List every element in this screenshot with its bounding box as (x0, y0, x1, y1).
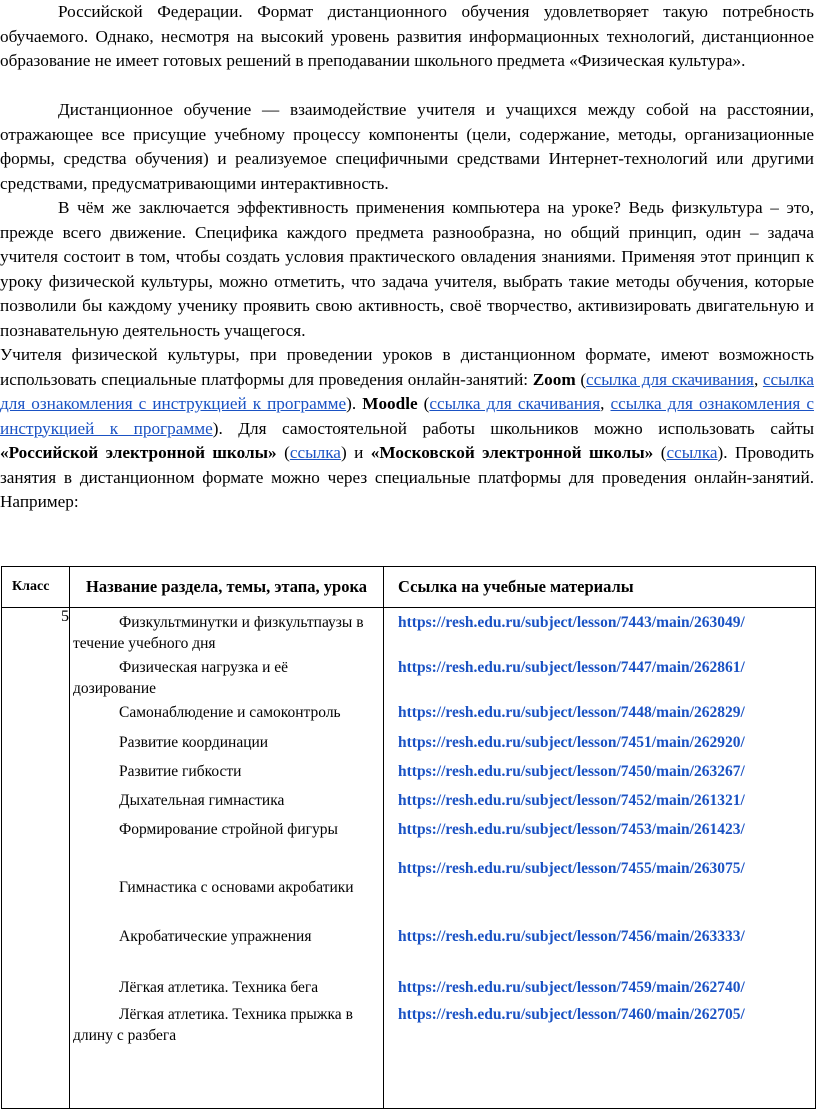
table-row-topic: Развитие гибкости (119, 763, 242, 780)
zoom-download-link[interactable]: ссылка для скачивания (586, 369, 754, 389)
zoom-label: Zoom (532, 369, 576, 389)
lessons-table (1, 566, 816, 1109)
mesh-link[interactable]: ссылка (666, 443, 718, 462)
p4-intro: Учителя физической культуры, при проведении уроков в дистанционном формате, имеют возможность использовать специальные платформы для проведения онлайн-занятий: (0, 345, 814, 389)
p4-sites-text: Для самостоятельной работы школьников можно использовать сайты (238, 418, 814, 438)
table-row-topic: Физическая нагрузка и её дозирование (73, 659, 289, 697)
header-link: Ссылка на учебные материалы (384, 567, 816, 608)
table-row-topic: Физкультминутки и физкультпаузы в течение учебного дня (73, 614, 364, 652)
table-row-link[interactable]: https://resh.edu.ru/subject/lesson/7448/main/262829/ (398, 704, 745, 721)
table-header-row (2, 567, 816, 608)
table-row-topic: Акробатические упражнения (119, 928, 312, 945)
resh-link[interactable]: ссылка (289, 443, 341, 462)
table-row-link[interactable]: https://resh.edu.ru/subject/lesson/7443/main/263049/ (398, 614, 745, 631)
paragraph-2: Дистанционное обучение — взаимодействие учителя и учащихся между собой на расстоянии, отражающее все присущие учебному процессу компоненты (цели, содержание, методы, организационные формы, средства обучения) и реализуемое специфичными средствами Интернет-технологий или другими средствами, предусматривающими интерактивность. (0, 100, 814, 193)
mesh-label: «Московской электронной школы» (370, 443, 654, 462)
table-row-topic: Развитие координации (119, 734, 269, 751)
moodle-label: Moodle (362, 394, 418, 413)
table-row-link[interactable]: https://resh.edu.ru/subject/lesson/7455/main/263075/ (398, 860, 745, 877)
table-row-topic: Самонаблюдение и самоконтроль (119, 704, 341, 721)
table-body-row (2, 608, 816, 1109)
paragraph-1: Российской Федерации. Формат дистанционного обучения удовлетворяет такую потребность обучаемого. Однако, несмотря на высокий уровень развития информационных технологий, дистанционное образование не имеет готовых решений в преподавании школьного предмета «Физическая культура». (0, 2, 814, 70)
paragraph-3: В чём же заключается эффективность применения компьютера на уроке? Ведь физкультура – это, прежде всего движение. Специфика каждого предмета разнообразна, но общий принцип, один – задача учителя состоит в том, чтобы создать условия практического овладения знаниями. Применяя этот принцип к уроку физической культуры, можно отметить, что задача учителя, выбрать такие методы обучения, которые позволили бы каждому ученику проявить свою активность, своё творчество, активизировать двигательную и познавательную деятельность учащегося. (0, 198, 814, 340)
table-row-topic: Формирование стройной фигуры (119, 821, 338, 838)
table-row-link[interactable]: https://resh.edu.ru/subject/lesson/7453/main/261423/ (398, 821, 745, 838)
table-row-topic: Лёгкая атлетика. Техника прыжка в длину с разбега (73, 1006, 353, 1044)
table-row-link[interactable]: https://resh.edu.ru/subject/lesson/7452/main/261321/ (398, 792, 745, 809)
table-row-topic: Дыхательная гимнастика (119, 792, 285, 809)
moodle-instruction-link[interactable]: ссылка для ознакомления с инструкцией к программе (0, 394, 814, 438)
table-row-topic: Лёгкая атлетика. Техника бега (119, 979, 319, 996)
header-grade: Класс (2, 567, 70, 608)
grade-cell: 5 (2, 608, 70, 1109)
p4-and: и (354, 443, 364, 462)
zoom-instruction-link[interactable]: ссылка для ознакомления с инструкцией к программе (0, 369, 815, 413)
topics-cell (70, 608, 384, 1109)
links-cell (384, 608, 816, 1109)
table-row-link[interactable]: https://resh.edu.ru/subject/lesson/7460/main/262705/ (398, 1006, 745, 1023)
resh-label: «Российской электронной школы» (0, 443, 277, 462)
table-row-link[interactable]: https://resh.edu.ru/subject/lesson/7451/main/262920/ (398, 734, 745, 751)
table-row-link[interactable]: https://resh.edu.ru/subject/lesson/7456/main/263333/ (398, 928, 745, 945)
p4-outro: Проводить занятия в дистанционном формате можно через специальные платформы для проведения онлайн-занятий. Например: (0, 443, 815, 511)
table-row-link[interactable]: https://resh.edu.ru/subject/lesson/7447/main/262861/ (398, 659, 745, 676)
header-topic: Название раздела, темы, этапа, урока (70, 567, 384, 608)
table-row-link[interactable]: https://resh.edu.ru/subject/lesson/7459/main/262740/ (398, 979, 745, 996)
paragraph-4: Учителя физической культуры, при проведении уроков в дистанционном формате, имеют возможность использовать специальные платформы для проведения онлайн-занятий: Zoom (ссылка для скачивания, ссылка для ознакомления с инструкцией к программе). Moodle (ссылка для скачивания, ссылка для ознакомления с инструкцией к программе). Для самостоятельной работы школьников можно использовать сайты «Российской электронной школы» (ссылка) и «Московской электронной школы» (ссылка). Проводить занятия в дистанционном формате можно через специальные платформы для проведения онлайн-занятий. Например: (0, 345, 815, 511)
table-row-link[interactable]: https://resh.edu.ru/subject/lesson/7450/main/263267/ (398, 763, 745, 780)
table-row-topic: Гимнастика с основами акробатики (119, 879, 354, 896)
moodle-download-link[interactable]: ссылка для скачивания (429, 394, 601, 413)
